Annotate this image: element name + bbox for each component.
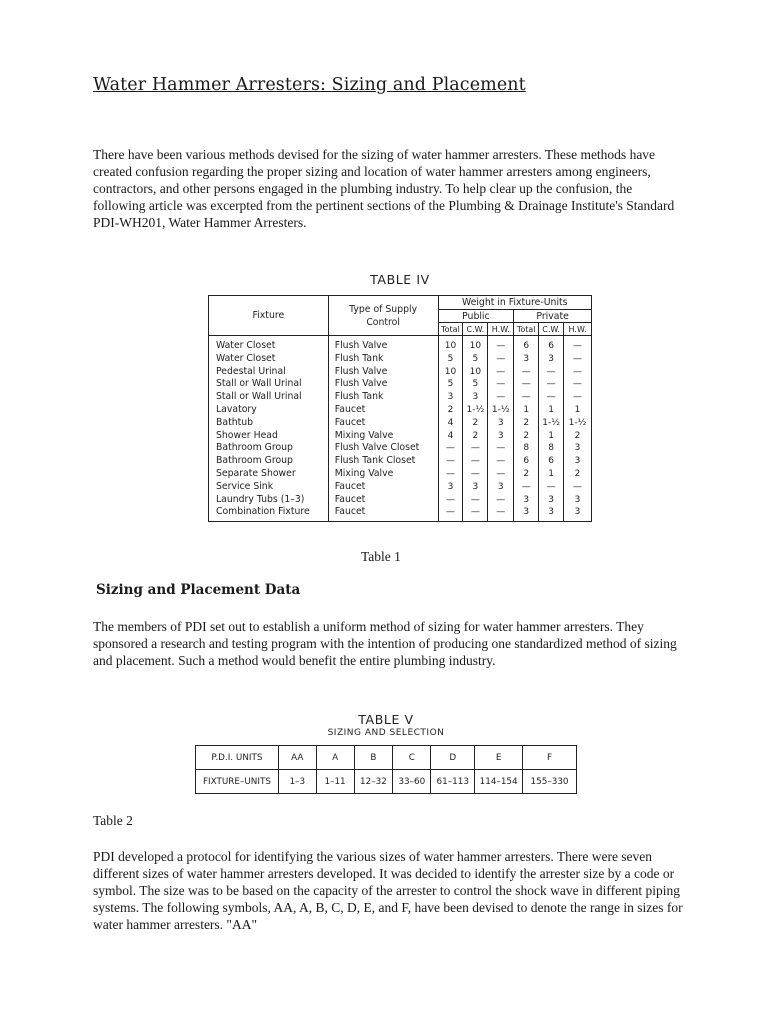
supply-control-cell: Flush Valve xyxy=(328,366,438,379)
fixture-units-cell: FIXTURE–UNITS xyxy=(196,770,279,794)
fixture-unit-cell: 6 xyxy=(539,455,564,468)
fixture-unit-cell: 1-½ xyxy=(564,417,592,430)
units-cell: B xyxy=(354,746,393,770)
fixture-unit-cell: 3 xyxy=(539,506,564,521)
units-cell: P.D.I. UNITS xyxy=(196,746,279,770)
fixture-unit-cell: — xyxy=(564,391,592,404)
units-cell: D xyxy=(431,746,475,770)
supply-control-cell: Flush Tank xyxy=(328,353,438,366)
fixture-cell: Water Closet xyxy=(209,353,329,366)
fixture-unit-cell: 3 xyxy=(438,391,463,404)
fixture-unit-cell: — xyxy=(488,336,514,353)
fixture-unit-cell: 3 xyxy=(463,391,488,404)
supply-control-cell: Flush Tank xyxy=(328,391,438,404)
header-private-cw: C.W. xyxy=(539,323,564,336)
fixture-unit-cell: 2 xyxy=(564,430,592,443)
fixture-unit-cell: 3 xyxy=(463,481,488,494)
fixture-cell: Pedestal Urinal xyxy=(209,366,329,379)
fixture-cell: Water Closet xyxy=(209,336,329,353)
fixture-units-cell: 155–330 xyxy=(523,770,577,794)
fixture-unit-cell: 6 xyxy=(514,336,539,353)
fixture-units-cell: 12–32 xyxy=(354,770,393,794)
units-cell: AA xyxy=(278,746,316,770)
table-row xyxy=(209,455,592,468)
fixture-unit-cell: 5 xyxy=(438,353,463,366)
supply-control-cell: Flush Tank Closet xyxy=(328,455,438,468)
fixture-unit-cell: — xyxy=(488,506,514,521)
header-private: Private xyxy=(514,310,592,323)
body-paragraph-3: PDI developed a protocol for identifying the various sizes of water hammer arresters. There were seven different sizes of water hammer arresters developed. It was decided to identify the arrester size by a code or symbol. The size was to be based on the capacity of the arrester to control the shock wave in different piping systems. The following symbols, AA, A, B, C, D, E, and F, have been devised to denote the range in sizes for water hammer arresters. "AA" xyxy=(93,849,683,932)
fixture-unit-cell: — xyxy=(564,481,592,494)
section-heading: Sizing and Placement Data xyxy=(96,582,301,598)
fixture-unit-cell: — xyxy=(463,468,488,481)
fixture-unit-cell: 3 xyxy=(564,506,592,521)
table-row xyxy=(209,404,592,417)
table-row xyxy=(209,430,592,443)
fixture-unit-cell: 3 xyxy=(488,430,514,443)
fixture-unit-cell: — xyxy=(438,468,463,481)
table-v-units-row xyxy=(196,746,577,770)
table-row xyxy=(209,391,592,404)
fixture-unit-cell: — xyxy=(463,506,488,521)
units-cell: F xyxy=(523,746,577,770)
fixture-unit-cell: 10 xyxy=(438,366,463,379)
supply-control-cell: Mixing Valve xyxy=(328,430,438,443)
table-row xyxy=(209,481,592,494)
table-row xyxy=(209,442,592,455)
fixture-unit-cell: 3 xyxy=(564,455,592,468)
supply-control-cell: Flush Valve xyxy=(328,336,438,353)
supply-control-cell: Faucet xyxy=(328,404,438,417)
fixture-unit-cell: 1-½ xyxy=(539,417,564,430)
table-v-title: TABLE V xyxy=(358,712,414,727)
fixture-unit-cell: 5 xyxy=(463,378,488,391)
fixture-unit-cell: 10 xyxy=(463,336,488,353)
fixture-cell: Combination Fixture xyxy=(209,506,329,521)
fixture-unit-cell: 10 xyxy=(438,336,463,353)
page-title: Water Hammer Arresters: Sizing and Placement xyxy=(93,75,526,95)
fixture-unit-cell: 3 xyxy=(488,417,514,430)
fixture-unit-cell: 5 xyxy=(463,353,488,366)
fixture-unit-cell: 2 xyxy=(514,468,539,481)
fixture-cell: Bathroom Group xyxy=(209,455,329,468)
units-cell: E xyxy=(475,746,523,770)
supply-control-cell: Faucet xyxy=(328,481,438,494)
fixture-unit-cell: — xyxy=(488,455,514,468)
fixture-unit-cell: — xyxy=(488,391,514,404)
fixture-unit-cell: 3 xyxy=(488,481,514,494)
fixture-unit-cell: 3 xyxy=(564,494,592,507)
fixture-units-cell: 61–113 xyxy=(431,770,475,794)
header-private-total: Total xyxy=(514,323,539,336)
table-row xyxy=(209,366,592,379)
fixture-unit-cell: 6 xyxy=(514,455,539,468)
header-public-total: Total xyxy=(438,323,463,336)
fixture-unit-cell: — xyxy=(564,366,592,379)
supply-control-cell: Mixing Valve xyxy=(328,468,438,481)
table-row xyxy=(209,353,592,366)
fixture-unit-cell: — xyxy=(488,468,514,481)
fixture-cell: Stall or Wall Urinal xyxy=(209,391,329,404)
fixture-unit-cell: — xyxy=(438,506,463,521)
fixture-unit-cell: — xyxy=(539,366,564,379)
table-iv-title: TABLE IV xyxy=(370,272,430,287)
header-public-cw: C.W. xyxy=(463,323,488,336)
fixture-unit-cell: — xyxy=(564,336,592,353)
fixture-unit-cell: 6 xyxy=(539,336,564,353)
header-supply-control: Type of Supply Control xyxy=(328,296,438,336)
supply-control-cell: Faucet xyxy=(328,506,438,521)
fixture-cell: Laundry Tubs (1–3) xyxy=(209,494,329,507)
fixture-unit-cell: — xyxy=(539,391,564,404)
fixture-unit-cell: — xyxy=(488,353,514,366)
fixture-unit-cell: 1-½ xyxy=(488,404,514,417)
table-row xyxy=(209,417,592,430)
header-private-hw: H.W. xyxy=(564,323,592,336)
fixture-cell: Separate Shower xyxy=(209,468,329,481)
fixture-units-cell: 1–3 xyxy=(278,770,316,794)
fixture-unit-cell: — xyxy=(539,481,564,494)
fixture-unit-cell: 1 xyxy=(539,468,564,481)
fixture-unit-cell: — xyxy=(438,442,463,455)
fixture-unit-cell: — xyxy=(463,442,488,455)
fixture-cell: Stall or Wall Urinal xyxy=(209,378,329,391)
table-v xyxy=(195,745,577,794)
fixture-unit-cell: — xyxy=(438,455,463,468)
fixture-units-cell: 114–154 xyxy=(475,770,523,794)
fixture-unit-cell: 3 xyxy=(438,481,463,494)
table-row xyxy=(209,468,592,481)
fixture-unit-cell: 2 xyxy=(463,430,488,443)
table-v-subtitle: SIZING AND SELECTION xyxy=(327,728,445,738)
fixture-unit-cell: 2 xyxy=(463,417,488,430)
fixture-units-cell: 33–60 xyxy=(393,770,431,794)
supply-control-cell: Flush Valve Closet xyxy=(328,442,438,455)
intro-paragraph: There have been various methods devised for the sizing of water hammer arresters. These methods have created confusion regarding the proper sizing and location of water hammer arresters among engineers, contractors, and other persons engaged in the plumbing industry. To help clear up the confusion, the following article was excerpted from the pertinent sections of the Plumbing & Drainage Institute's Standard PDI-WH201, Water Hammer Arresters. xyxy=(93,147,675,230)
fixture-unit-cell: — xyxy=(514,481,539,494)
fixture-unit-cell: 2 xyxy=(514,417,539,430)
header-fixture: Fixture xyxy=(209,296,329,336)
fixture-unit-cell: 10 xyxy=(463,366,488,379)
table-row xyxy=(209,378,592,391)
fixture-unit-cell: 1 xyxy=(564,404,592,417)
fixture-unit-cell: 2 xyxy=(438,404,463,417)
supply-control-cell: Faucet xyxy=(328,494,438,507)
fixture-unit-cell: — xyxy=(539,378,564,391)
fixture-unit-cell: 1-½ xyxy=(463,404,488,417)
fixture-cell: Shower Head xyxy=(209,430,329,443)
table-row xyxy=(209,506,592,521)
fixture-cell: Service Sink xyxy=(209,481,329,494)
fixture-unit-cell: 3 xyxy=(514,506,539,521)
fixture-cell: Lavatory xyxy=(209,404,329,417)
supply-control-cell: Flush Valve xyxy=(328,378,438,391)
fixture-unit-cell: — xyxy=(564,378,592,391)
fixture-unit-cell: 8 xyxy=(539,442,564,455)
fixture-unit-cell: — xyxy=(514,378,539,391)
units-cell: A xyxy=(316,746,354,770)
fixture-unit-cell: — xyxy=(463,455,488,468)
fixture-unit-cell: 3 xyxy=(539,353,564,366)
fixture-unit-cell: — xyxy=(514,366,539,379)
table-row xyxy=(209,336,592,353)
table-iv xyxy=(208,295,592,522)
fixture-cell: Bathroom Group xyxy=(209,442,329,455)
supply-control-cell: Faucet xyxy=(328,417,438,430)
header-public: Public xyxy=(438,310,514,323)
fixture-unit-cell: 2 xyxy=(564,468,592,481)
fixture-unit-cell: — xyxy=(463,494,488,507)
body-paragraph-2: The members of PDI set out to establish a uniform method of sizing for water hammer arresters. They sponsored a research and testing program with the intention of producing one standardized method of sizing and placement. Such a method would benefit the entire plumbing industry. xyxy=(93,619,677,668)
fixture-unit-cell: 4 xyxy=(438,430,463,443)
fixture-unit-cell: — xyxy=(488,366,514,379)
header-weight: Weight in Fixture-Units xyxy=(438,296,592,310)
fixture-unit-cell: — xyxy=(488,378,514,391)
table-1-caption: Table 1 xyxy=(361,549,401,564)
fixture-unit-cell: — xyxy=(488,494,514,507)
fixture-unit-cell: 1 xyxy=(539,430,564,443)
fixture-unit-cell: 3 xyxy=(539,494,564,507)
fixture-unit-cell: — xyxy=(438,494,463,507)
table-2-caption: Table 2 xyxy=(93,813,133,828)
fixture-unit-cell: 8 xyxy=(514,442,539,455)
table-v-fixture-units-row xyxy=(196,770,577,794)
table-iv-body xyxy=(209,336,592,522)
fixture-unit-cell: 3 xyxy=(564,442,592,455)
fixture-unit-cell: — xyxy=(564,353,592,366)
fixture-units-cell: 1–11 xyxy=(316,770,354,794)
fixture-unit-cell: 1 xyxy=(539,404,564,417)
fixture-unit-cell: — xyxy=(514,391,539,404)
fixture-unit-cell: 3 xyxy=(514,353,539,366)
fixture-unit-cell: 5 xyxy=(438,378,463,391)
fixture-unit-cell: 3 xyxy=(514,494,539,507)
fixture-unit-cell: 4 xyxy=(438,417,463,430)
header-public-hw: H.W. xyxy=(488,323,514,336)
table-row xyxy=(209,494,592,507)
fixture-cell: Bathtub xyxy=(209,417,329,430)
fixture-unit-cell: — xyxy=(488,442,514,455)
fixture-unit-cell: 1 xyxy=(514,404,539,417)
units-cell: C xyxy=(393,746,431,770)
fixture-unit-cell: 2 xyxy=(514,430,539,443)
